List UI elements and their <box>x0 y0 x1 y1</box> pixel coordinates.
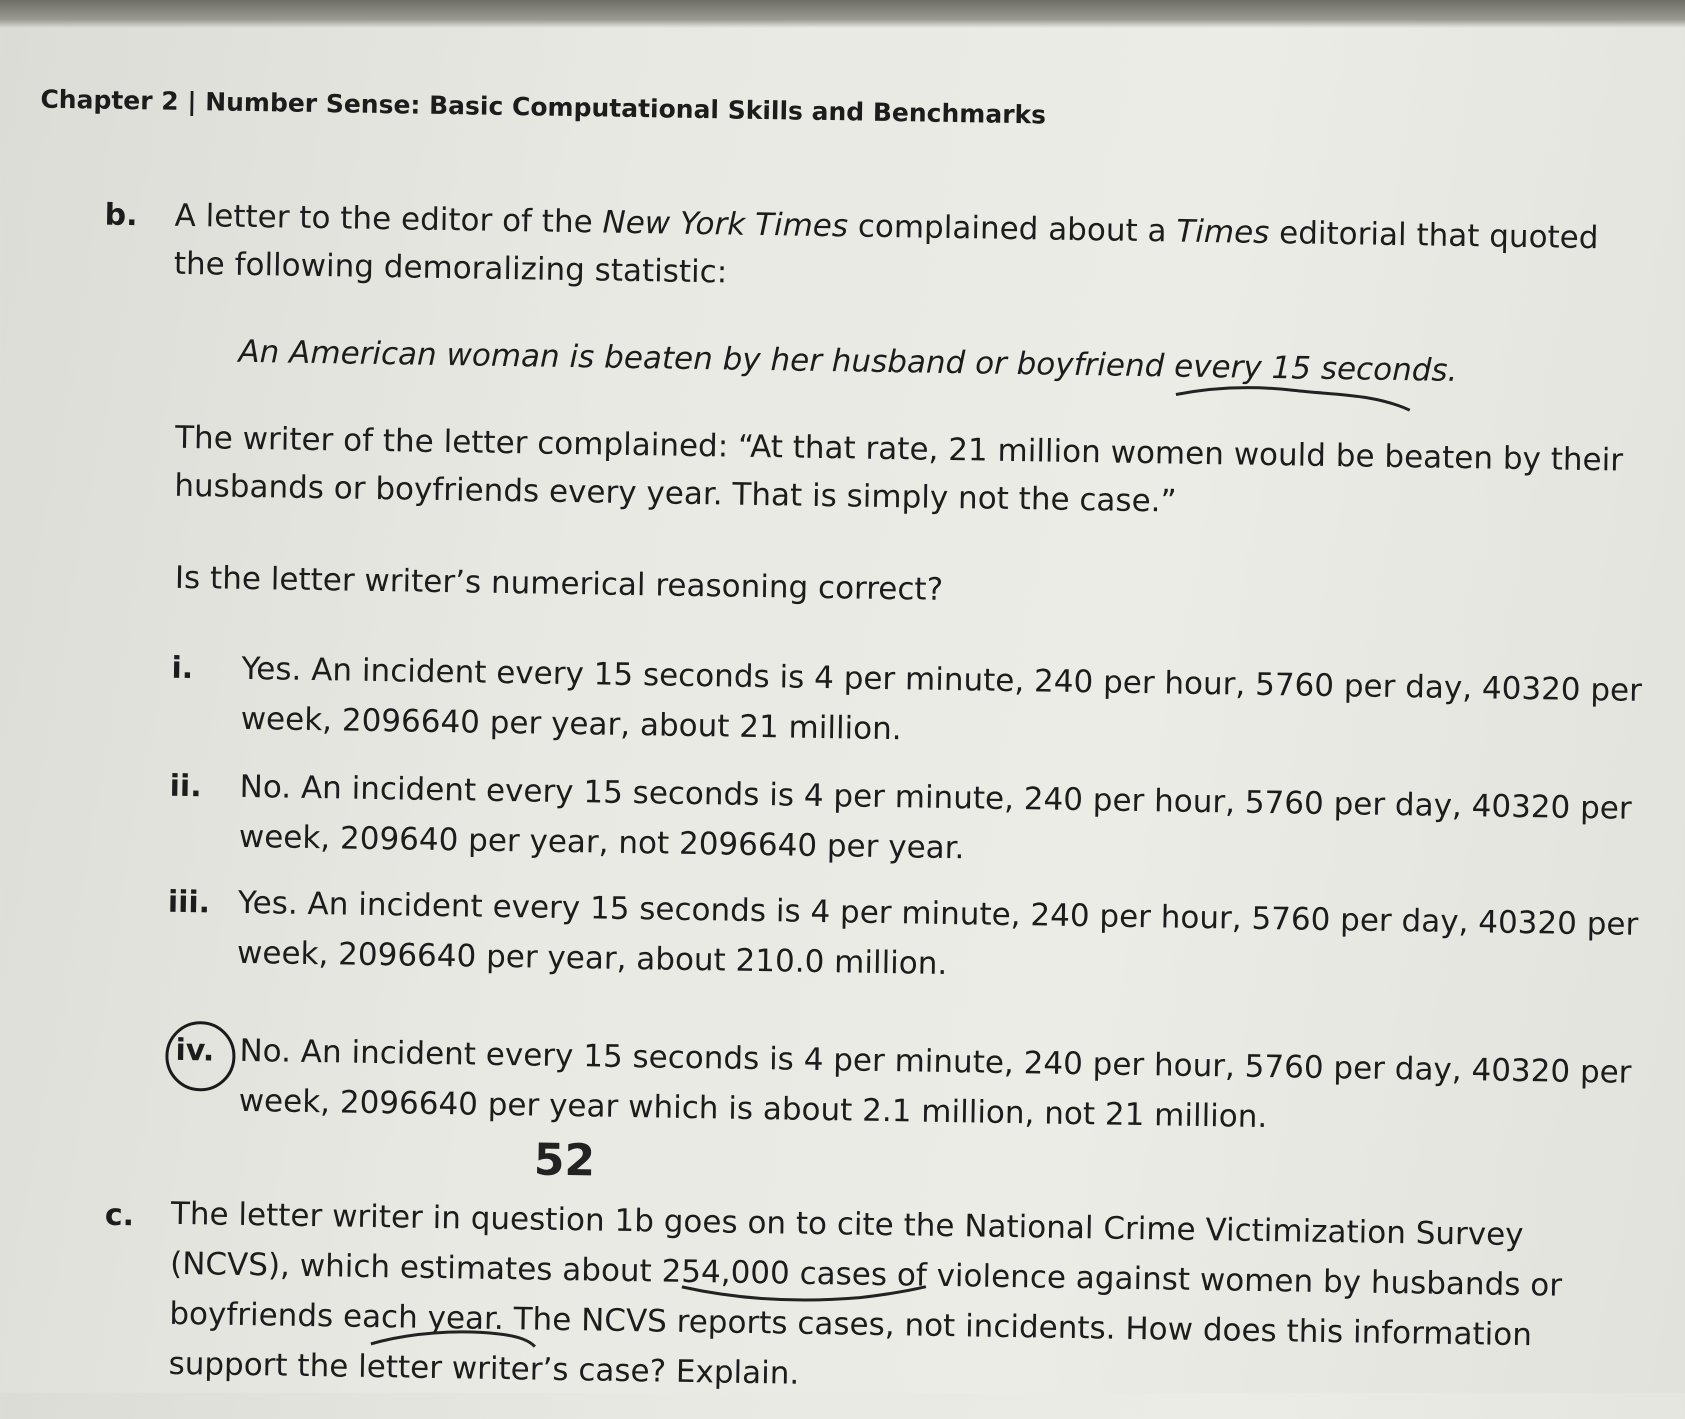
hand-underline-each-year <box>369 1326 539 1353</box>
part-c-line2: (NCVS), which estimates about 254,000 cases of violence against women by husbands or <box>169 1245 1563 1304</box>
option-i-line1: Yes. An incident every 15 seconds is 4 per minute, 240 per hour, 5760 per day, 40320 per <box>241 650 1643 709</box>
intro-text-end: editorial that quoted <box>1269 214 1599 257</box>
option-ii-line1: No. An incident every 15 seconds is 4 per minute, 240 per hour, 5760 per day, 40320 per <box>239 768 1632 827</box>
option-iii-line2: week, 2096640 per year, about 210.0 million. <box>236 934 948 982</box>
handwritten-note: 52 <box>533 1134 596 1187</box>
hand-underline-cases <box>680 1281 930 1311</box>
option-i-label: i. <box>171 650 194 687</box>
part-b-label: b. <box>104 197 138 234</box>
option-iii-label: iii. <box>167 884 211 921</box>
part-b-intro-line2: the following demoralizing statistic: <box>173 245 728 291</box>
intro-emphasis-times: Times <box>1176 213 1270 251</box>
complaint-line1: The writer of the letter complained: “At that rate, 21 million women would be beaten by their <box>174 419 1624 479</box>
part-c-line1: The letter writer in question 1b goes on to cite the National Crime Victimization Survey <box>170 1195 1524 1254</box>
part-c-line3: boyfriends each year. The NCVS reports cases, not incidents. How does this information <box>169 1295 1533 1354</box>
option-i-line2: week, 2096640 per year, about 21 million. <box>240 700 902 748</box>
option-ii-label: ii. <box>169 768 202 805</box>
intro-emphasis-nyt: New York Times <box>602 204 849 245</box>
hand-underline-statistic <box>1174 384 1414 418</box>
intro-text-mid: complained about a <box>847 208 1177 250</box>
option-iv-line2: week, 2096640 per year which is about 2.1 million, not 21 million. <box>238 1082 1268 1136</box>
option-ii-line2: week, 209640 per year, not 2096640 per year. <box>238 818 965 867</box>
option-iv-line1: No. An incident every 15 seconds is 4 per minute, 240 per hour, 5760 per day, 40320 per <box>239 1032 1632 1091</box>
chapter-header: Chapter 2 | Number Sense: Basic Computational Skills and Benchmarks <box>40 84 1047 130</box>
part-c-label: c. <box>104 1197 135 1234</box>
statistic-quote: An American woman is beaten by her husband or boyfriend every 15 seconds. <box>238 333 1458 389</box>
option-iv-label: iv. <box>175 1032 215 1069</box>
question-text: Is the letter writer’s numerical reasoning correct? <box>174 559 944 608</box>
complaint-line2: husbands or boyfriends every year. That is simply not the case.” <box>174 467 1177 520</box>
part-c-line4: support the letter writer’s case? Explain. <box>168 1345 800 1392</box>
option-iii-line1: Yes. An incident every 15 seconds is 4 per minute, 240 per hour, 5760 per day, 40320 per <box>237 884 1639 943</box>
intro-text: A letter to the editor of the <box>174 197 603 241</box>
